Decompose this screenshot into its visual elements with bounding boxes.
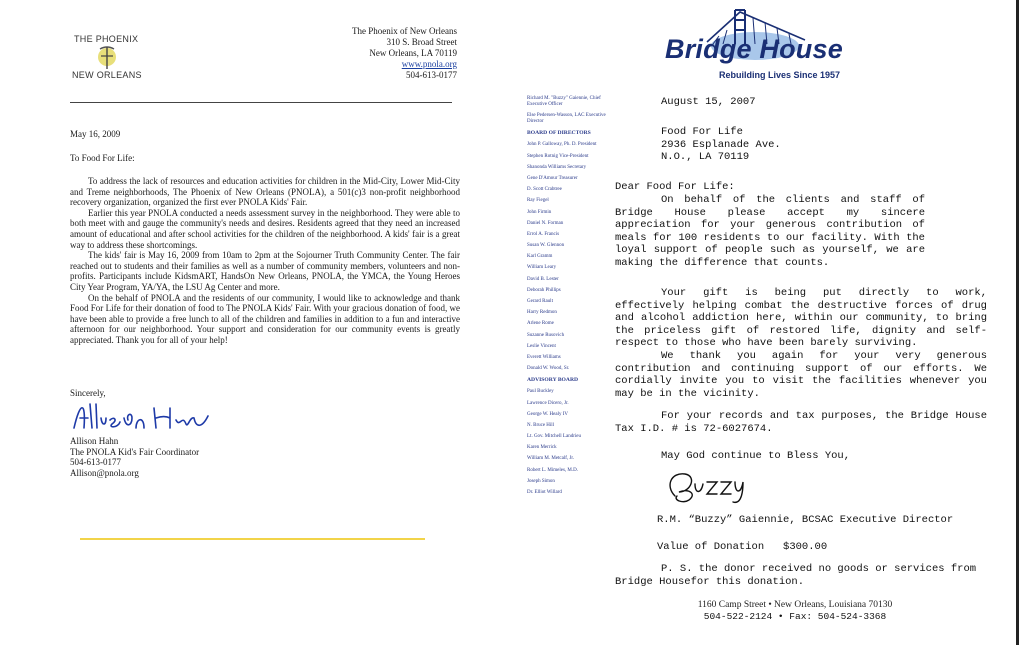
board-member: John P. Galloway, Ph. D. President	[527, 142, 597, 148]
board-member: Harry Redmon	[527, 310, 557, 316]
body-paragraph: The kids' fair is May 16, 2009 from 10am to 2pm at the Sojourner Truth Community Center. The fair reached out to students and their families as well as a number of community members, volunteers and non-profits. Participants include KidsmART, HandsOn New Orleans, PNOLA, the YMCA, the Young Heroes City Year Program, YA/YA, the LSU Ag Center and more.	[70, 250, 460, 292]
advisory-member: Joseph Simon	[527, 478, 555, 484]
board-member: Donald W. Wood, Sr.	[527, 366, 570, 372]
board-member: Karl Gramm	[527, 254, 553, 260]
header-divider	[70, 102, 452, 103]
advisory-member: Paul Buckley	[527, 389, 554, 395]
bridge-house-letter	[505, 0, 1019, 645]
sidebar-officer: Richard M. "Buzzy" Gaiennie, Chief Executive Officer	[527, 96, 601, 107]
letter-salutation: To Food For Life:	[70, 153, 135, 163]
sidebar-officer: Else Pedersen-Wasson, LAC Executive Director	[527, 113, 606, 125]
signer-email: Allison@pnola.org	[70, 467, 139, 478]
handwritten-signature-buzzy	[663, 466, 747, 506]
board-member: Gerard Rault	[527, 299, 553, 304]
letter-body	[70, 176, 460, 346]
board-member: Suzanne Rusovich	[527, 332, 565, 338]
donation-line	[657, 541, 827, 554]
board-member: Gene D'Amour Treasurer	[527, 175, 578, 181]
board-member: David B. Lester	[527, 276, 559, 282]
website-link[interactable]: www.pnola.org	[401, 59, 457, 69]
blessing: May God continue to Bless You,	[661, 450, 851, 462]
phoenix-emblem-icon	[94, 43, 120, 71]
body-paragraph-2: Your gift is being put directly to work, effectively helping combat the destructive forces of drug and alcohol addiction here, within our community, to bring the priceless gift of restored life, dignity and self-respect to those who have been barely surviving.	[615, 287, 987, 349]
board-member: Everett Williams	[527, 354, 561, 360]
letter-date: May 16, 2009	[70, 129, 121, 139]
body-paragraph-1: On behalf of the clients and staff of Bridge House please accept my sincere appreciation for your generous contribution of meals for 100 residents to our facility. With the loyal support of people such as yourself, we are making the difference that counts.	[615, 194, 925, 269]
donation-label: Value of Donation	[657, 541, 765, 553]
advisory-member: William M. Metcalf, Jr.	[527, 456, 575, 462]
brand-tagline: Rebuilding Lives Since 1957	[719, 70, 841, 80]
body-paragraph: To address the lack of resources and education activities for children in the Mid-City, Lower Mid-City and Treme neighborhoods, The Phoenix of New Orleans (PNOLA), a 501(c)3 non-profit neighborhood recovery organization, organized the first ever PNOLA Kids' Fair.	[70, 176, 460, 208]
signer-block: Allison Hahn The PNOLA Kid's Fair Coordinator 504-613-0177 Allison@pnola.org	[70, 436, 460, 478]
advisory-heading: ADVISORY BOARD	[527, 377, 579, 384]
bridge-house-logo	[665, 4, 855, 82]
letter-date: August 15, 2007	[661, 96, 756, 108]
board-member: Susan W. Glennon	[527, 243, 565, 249]
signer-name: R.M. “Buzzy” Gaiennie, BCSAC Executive Director	[657, 514, 954, 526]
body-paragraph-4: For your records and tax purposes, the Bridge House Tax I.D. # is 72-6027674.	[615, 410, 987, 435]
board-member: Deborah Phillips	[527, 287, 561, 293]
board-heading: BOARD OF DIRECTORS	[527, 130, 591, 137]
advisory-member: N. Bruce Hill	[527, 422, 555, 428]
board-member: Stephen Rotnig Vice-President	[527, 153, 589, 159]
body-paragraph: On the behalf of PNOLA and the residents of our community, I would like to acknowledge and thank Food For Life for their donation of food to The PNOLA Kids' Fair. With your gracious donation of food, we have been able to provide a free lunch to all of the children and families in addition to a fun and interactive afternoon for our neighborhood. Your support and consideration for our community events is greatly appreciated. Thank you for all of your help!	[70, 292, 460, 345]
handwritten-signature-allison	[70, 398, 220, 434]
advisory-member: Robert L. Mimeles, M.D.	[527, 467, 578, 473]
board-member: D. Scott Crabtree	[527, 187, 562, 193]
donation-value: $300.00	[783, 541, 828, 553]
advisory-member: George W. Healy IV	[527, 411, 569, 417]
yellow-rule	[80, 538, 425, 540]
brand-title: Bridge House	[665, 34, 843, 64]
advisory-member: Dr. Elliot Willard	[527, 490, 562, 495]
board-member: John Firmin	[527, 209, 552, 215]
letter-closing: Sincerely,	[70, 388, 106, 398]
logo-text-top: THE PHOENIX	[74, 34, 139, 44]
advisory-member: Lt. Gov. Mitchell Landrieu	[527, 434, 581, 440]
board-member: Arlene Rome	[527, 321, 554, 327]
advisory-member: Lawrence Dicero, Jr.	[527, 400, 569, 406]
letter-footer: 1160 Camp Street • New Orleans, Louisiana 70130 504-522-2124 • Fax: 504-524-3368	[697, 600, 893, 622]
board-member: Leslie Vincent	[527, 343, 556, 349]
board-sidebar	[527, 96, 621, 501]
letter-salutation: Dear Food For Life:	[615, 181, 735, 193]
body-paragraph-3: We thank you again for your very generous contribution and continuing support of our efforts. We cordially invite you to visit the facilities whenever you may be in the vicinity.	[615, 350, 987, 400]
postscript: P. S. the donor received no goods or services from Bridge Housefor this donation.	[615, 563, 977, 588]
board-member: Daniel N. Forman	[527, 220, 564, 226]
board-member: Shanonda Williams Secretary	[527, 164, 587, 170]
letterhead-address: The Phoenix of New Orleans 310 S. Broad Street New Orleans, LA 70119 www.pnola.org 504-613-0177	[352, 26, 457, 80]
board-member: Errol A. Francis	[527, 231, 560, 237]
board-member: William Leary	[527, 265, 557, 271]
body-paragraph: Earlier this year PNOLA conducted a needs assessment survey in the neighborhood. They were able to both meet with and gauge the community's needs and desires. Residents agreed that they need an increased amount of educational and after school activities for the children of the neighborhood. A kids' fair is a great way to address these shortcomings.	[70, 207, 460, 250]
recipient-address: Food For Life 2936 Esplanade Ave. N.O., LA 70119	[661, 126, 781, 163]
logo-text-bottom: NEW ORLEANS	[72, 70, 142, 80]
phoenix-logo	[68, 34, 144, 82]
advisory-member: Karen Merrick	[527, 445, 557, 451]
phoenix-letter	[0, 0, 505, 645]
board-member: Ray Fiegel	[527, 198, 549, 204]
